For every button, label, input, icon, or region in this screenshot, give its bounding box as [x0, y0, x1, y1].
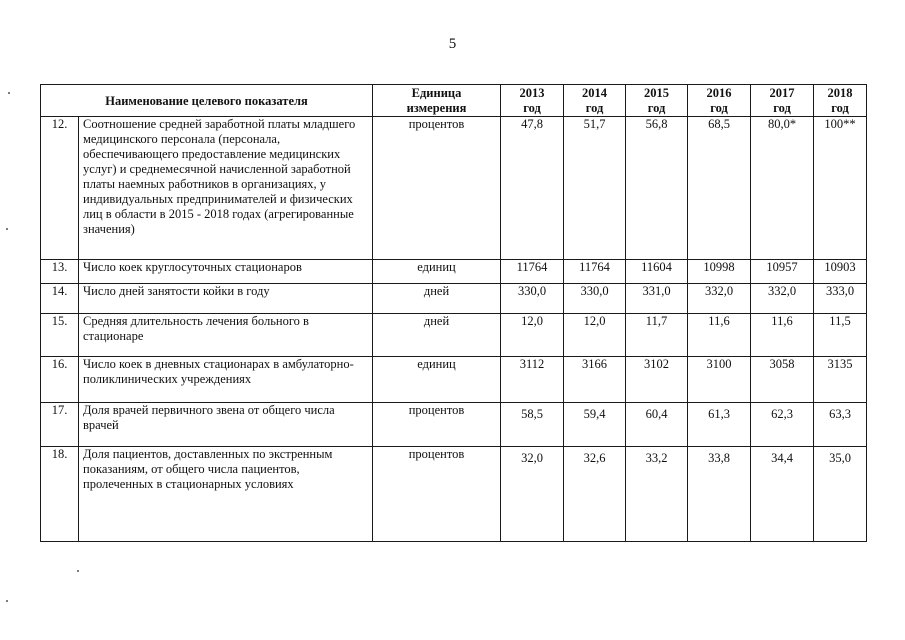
header-year-suffix: год: [831, 101, 849, 115]
unit-cell: дней: [373, 284, 501, 314]
value-2015: 331,0: [626, 284, 688, 314]
row-number: 15.: [41, 314, 79, 357]
value-2017: 11,6: [751, 314, 814, 357]
value-2017: 3058: [751, 357, 814, 403]
unit-cell: процентов: [373, 117, 501, 260]
table-row: [41, 403, 867, 447]
header-indicator-name: Наименование целевого показателя: [41, 85, 373, 117]
table-header-row: [41, 85, 867, 117]
value-2017: 62,3: [751, 403, 814, 447]
header-unit: [373, 85, 501, 117]
value-2017: 80,0*: [751, 117, 814, 260]
value-2018: 100**: [814, 117, 867, 260]
scan-speck: [6, 228, 8, 230]
value-2013: 11764: [501, 260, 564, 284]
value-2016: 332,0: [688, 284, 751, 314]
indicator-name: Число коек круглосуточных стационаров: [79, 260, 373, 284]
indicator-name: Средняя длительность лечения больного в стационаре: [79, 314, 373, 357]
scan-speck: [6, 600, 8, 602]
row-number: 14.: [41, 284, 79, 314]
unit-cell: процентов: [373, 447, 501, 542]
indicator-name: Число коек в дневных стационарах в амбулаторно-поликлинических учреждениях: [79, 357, 373, 403]
header-year-value: 2017: [769, 86, 795, 100]
value-2013: 32,0: [501, 447, 564, 542]
value-2014: 59,4: [564, 403, 626, 447]
value-2014: 32,6: [564, 447, 626, 542]
value-2016: 11,6: [688, 314, 751, 357]
value-2016: 61,3: [688, 403, 751, 447]
value-2016: 33,8: [688, 447, 751, 542]
value-2016: 10998: [688, 260, 751, 284]
value-2014: 11764: [564, 260, 626, 284]
unit-cell: дней: [373, 314, 501, 357]
value-2013: 3112: [501, 357, 564, 403]
header-year-suffix: год: [647, 101, 666, 115]
header-year-suffix: год: [585, 101, 604, 115]
value-2018: 11,5: [814, 314, 867, 357]
table-row: [41, 284, 867, 314]
value-2013: 58,5: [501, 403, 564, 447]
unit-cell: процентов: [373, 403, 501, 447]
header-year-value: 2016: [706, 86, 732, 100]
header-year-value: 2015: [644, 86, 669, 100]
table-row: [41, 260, 867, 284]
value-2013: 47,8: [501, 117, 564, 260]
value-2018: 35,0: [814, 447, 867, 542]
unit-cell: единиц: [373, 357, 501, 403]
table-row: [41, 117, 867, 260]
table-row: [41, 314, 867, 357]
scan-speck: [8, 92, 10, 94]
value-2014: 330,0: [564, 284, 626, 314]
value-2015: 3102: [626, 357, 688, 403]
indicator-name: Доля врачей первичного звена от общего числа врачей: [79, 403, 373, 447]
value-2015: 60,4: [626, 403, 688, 447]
value-2015: 33,2: [626, 447, 688, 542]
value-2014: 3166: [564, 357, 626, 403]
row-number: 16.: [41, 357, 79, 403]
header-year-2015: [626, 85, 688, 117]
header-year-2018: [814, 85, 867, 117]
row-number: 18.: [41, 447, 79, 542]
header-unit-line1: Единица: [411, 86, 462, 100]
unit-cell: единиц: [373, 260, 501, 284]
value-2018: 10903: [814, 260, 867, 284]
header-year-2013: [501, 85, 564, 117]
header-year-suffix: год: [523, 101, 541, 115]
indicator-name: Соотношение средней заработной платы младшего медицинского персонала (персонала, обеспечивающего предоставление медицинских услуг) и среднемесячной начисленной заработной платы наемных работников в организациях, у индивидуальных предпринимателей и физических лиц в области в 2015 - 2018 годах (агрегированные значения): [79, 117, 373, 260]
header-year-2017: [751, 85, 814, 117]
value-2013: 12,0: [501, 314, 564, 357]
row-number: 17.: [41, 403, 79, 447]
header-unit-line2: измерения: [406, 101, 467, 115]
header-year-value: 2014: [582, 86, 607, 100]
value-2016: 68,5: [688, 117, 751, 260]
value-2015: 11,7: [626, 314, 688, 357]
row-number: 12.: [41, 117, 79, 260]
value-2018: 63,3: [814, 403, 867, 447]
table-row: [41, 357, 867, 403]
target-indicators-table: [40, 84, 867, 542]
header-year-suffix: год: [710, 101, 728, 115]
header-year-2014: [564, 85, 626, 117]
page-number: 5: [448, 36, 457, 52]
scan-speck: [77, 570, 79, 572]
header-year-value: 2018: [827, 86, 853, 100]
value-2015: 56,8: [626, 117, 688, 260]
header-year-suffix: год: [773, 101, 791, 115]
indicator-name: Число дней занятости койки в году: [79, 284, 373, 314]
header-year-2016: [688, 85, 751, 117]
value-2015: 11604: [626, 260, 688, 284]
value-2018: 333,0: [814, 284, 867, 314]
value-2017: 10957: [751, 260, 814, 284]
value-2017: 332,0: [751, 284, 814, 314]
value-2013: 330,0: [501, 284, 564, 314]
value-2014: 12,0: [564, 314, 626, 357]
table-row: [41, 447, 867, 542]
row-number: 13.: [41, 260, 79, 284]
value-2016: 3100: [688, 357, 751, 403]
value-2014: 51,7: [564, 117, 626, 260]
value-2018: 3135: [814, 357, 867, 403]
header-year-value: 2013: [519, 86, 545, 100]
value-2017: 34,4: [751, 447, 814, 542]
indicator-name: Доля пациентов, доставленных по экстренным показаниям, от общего числа пациентов, пролеченных в стационарных условиях: [79, 447, 373, 542]
